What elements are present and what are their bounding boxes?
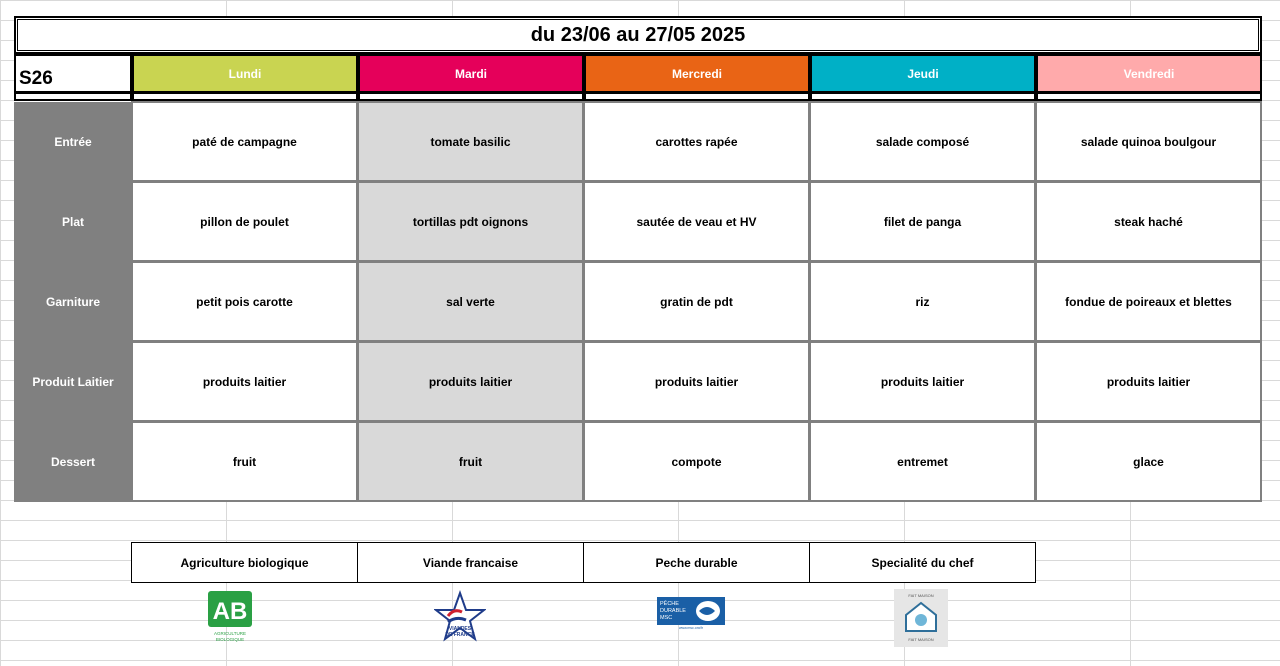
menu-item: paté de campagne — [192, 134, 297, 149]
menu-cell[interactable] — [131, 421, 358, 502]
msc-peche-durable-icon — [657, 597, 725, 629]
menu-cell[interactable] — [809, 341, 1036, 422]
menu-cell[interactable] — [357, 101, 584, 182]
menu-item: fruit — [232, 454, 257, 469]
menu-cell[interactable] — [809, 261, 1036, 342]
week-label: S26 — [19, 68, 53, 89]
menu-item: glace — [1133, 454, 1164, 469]
menu-item: produits laitier — [880, 374, 965, 389]
menu-cell[interactable] — [131, 341, 358, 422]
legend-label: Specialité du chef — [871, 555, 974, 570]
menu-item: sautée de veau et HV — [636, 214, 757, 229]
msc-url: www.msc.org/fr — [679, 626, 703, 629]
day-header-mardi — [358, 54, 584, 93]
menu-item: entremet — [897, 454, 948, 469]
svg-text:PÊCHE: PÊCHE — [660, 601, 679, 607]
legend-label: Agriculture biologique — [180, 555, 309, 570]
menu-cell[interactable] — [131, 181, 358, 262]
svg-text:MSC: MSC — [660, 615, 673, 621]
menu-item: petit pois carotte — [196, 294, 293, 309]
day-label: Vendredi — [1123, 66, 1175, 81]
menu-cell[interactable] — [357, 181, 584, 262]
spacer-row — [132, 93, 358, 101]
row-label-text: Plat — [61, 215, 84, 229]
legend-specialite-du-chef — [809, 542, 1036, 583]
svg-text:FAIT MAISON: FAIT MAISON — [908, 593, 934, 598]
row-label-produit-laitier — [14, 342, 132, 422]
menu-cell[interactable] — [809, 101, 1036, 182]
menu-item: produits laitier — [202, 374, 287, 389]
menu-item: steak haché — [1114, 214, 1183, 229]
menu-cell[interactable] — [583, 421, 810, 502]
fait-maison-icon — [894, 589, 948, 647]
day-label: Mercredi — [671, 66, 723, 81]
svg-text:BIOLOGIQUE: BIOLOGIQUE — [215, 637, 245, 642]
ab-logo-icon — [207, 590, 253, 644]
ab-logo-text: AB — [212, 598, 248, 625]
menu-cell[interactable] — [809, 181, 1036, 262]
row-label-plat — [14, 182, 132, 262]
title-box — [14, 16, 1262, 54]
spacer-row — [810, 93, 1036, 101]
menu-item: salade composé — [875, 134, 970, 149]
day-label: Mardi — [454, 66, 487, 81]
viandes-de-france-icon — [434, 590, 486, 646]
svg-text:DE FRANCE: DE FRANCE — [445, 632, 475, 638]
day-header-lundi — [132, 54, 358, 93]
menu-item: produits laitier — [428, 374, 513, 389]
menu-item: tortillas pdt oignons — [412, 214, 529, 229]
menu-cell[interactable] — [1035, 341, 1262, 422]
legend-agriculture-biologique — [131, 542, 358, 583]
fait-maison-text: FAIT MAISON — [908, 637, 934, 642]
legend-peche-durable — [583, 542, 810, 583]
spacer-row — [584, 93, 810, 101]
menu-cell[interactable] — [131, 101, 358, 182]
day-header-mercredi — [584, 54, 810, 93]
menu-item: fondue de poireaux et blettes — [1065, 294, 1232, 309]
row-label-text: Dessert — [50, 455, 96, 469]
menu-cell[interactable] — [583, 261, 810, 342]
menu-cell[interactable] — [809, 421, 1036, 502]
row-label-dessert — [14, 422, 132, 502]
row-label-text: Garniture — [45, 295, 100, 309]
menu-cell[interactable] — [1035, 181, 1262, 262]
day-label: Lundi — [228, 66, 262, 81]
spacer-row — [1036, 93, 1262, 101]
menu-item: fruit — [458, 454, 483, 469]
menu-item: carottes rapée — [655, 134, 738, 149]
menu-item: sal verte — [446, 294, 495, 309]
menu-item: pillon de poulet — [200, 214, 289, 229]
spacer-row — [358, 93, 584, 101]
legend-label: Viande francaise — [422, 555, 519, 570]
day-header-vendredi — [1036, 54, 1262, 93]
menu-item: riz — [915, 294, 930, 309]
legend-viande-francaise — [357, 542, 584, 583]
menu-item: gratin de pdt — [660, 294, 733, 309]
menu-item: tomate basilic — [430, 134, 511, 149]
menu-cell[interactable] — [357, 421, 584, 502]
menu-item: salade quinoa boulgour — [1080, 134, 1217, 149]
spacer-row — [14, 93, 132, 101]
row-label-garniture — [14, 262, 132, 342]
day-label: Jeudi — [907, 66, 939, 81]
menu-item: filet de panga — [883, 214, 962, 229]
svg-text:AGRICULTURE: AGRICULTURE — [214, 631, 246, 636]
svg-text:DURABLE: DURABLE — [660, 608, 686, 614]
row-label-entree — [14, 102, 132, 182]
menu-cell[interactable] — [583, 341, 810, 422]
week-cell — [14, 54, 132, 93]
menu-cell[interactable] — [357, 341, 584, 422]
menu-cell[interactable] — [583, 181, 810, 262]
menu-item: produits laitier — [654, 374, 739, 389]
menu-item: compote — [671, 454, 722, 469]
menu-cell[interactable] — [357, 261, 584, 342]
svg-text:VIANDES: VIANDES — [448, 626, 472, 632]
menu-cell[interactable] — [131, 261, 358, 342]
legend-label: Peche durable — [655, 555, 738, 570]
menu-cell[interactable] — [583, 101, 810, 182]
day-header-jeudi — [810, 54, 1036, 93]
menu-item: produits laitier — [1106, 374, 1191, 389]
page-title: du 23/06 au 27/05 2025 — [530, 23, 746, 46]
menu-cell[interactable] — [1035, 101, 1262, 182]
row-label-text: Produit Laitier — [32, 375, 114, 389]
menu-cell[interactable] — [1035, 261, 1262, 342]
row-label-text: Entrée — [54, 135, 92, 149]
menu-cell[interactable] — [1035, 421, 1262, 502]
